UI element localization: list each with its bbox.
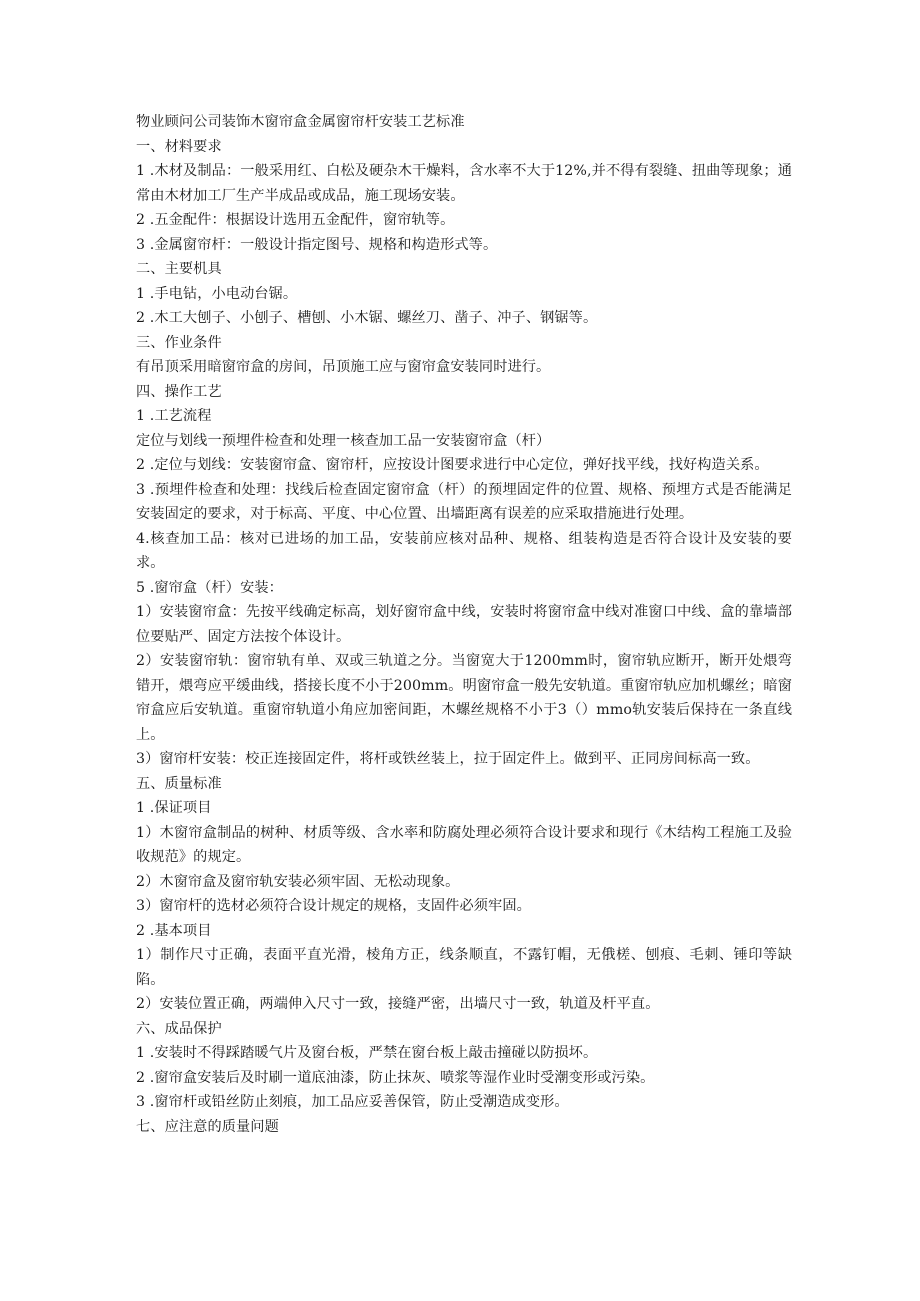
paragraph: 2 .窗帘盒安装后及时刷一道底油漆，防止抹灰、喷浆等湿作业时受潮变形或污染。 xyxy=(136,1069,655,1086)
paragraph: 2）安装位置正确，两端伸入尺寸一致，接缝严密，出墙尺寸一致，轨道及杆平直。 xyxy=(136,996,660,1012)
document-title: 物业顾问公司装饰木窗帘盒金属窗帘杆安装工艺标准 xyxy=(136,114,465,130)
paragraph: 5 .窗帘盒（杆）安装： xyxy=(136,579,283,596)
paragraph: 3 .预埋件检查和处理：找线后检查固定窗帘盒（杆）的预埋固定件的位置、规格、预埋方式是否能满足安装固定的要求，对于标高、平度、中心位置、出墙距离有误差的应采取措施进行处理。 xyxy=(136,481,792,522)
paragraph: 3 .金属窗帘杆：一般设计指定图号、规格和构造形式等。 xyxy=(136,236,498,253)
section-heading-quality: 五、质量标准 xyxy=(136,775,222,792)
paragraph: 2 .基本项目 xyxy=(136,922,212,939)
paragraph: 定位与划线一预埋件检查和处理一核查加工品一安装窗帘盒（杆） xyxy=(136,432,551,449)
paragraph: 2）安装窗帘轨：窗帘轨有单、双或三轨道之分。当窗宽大于1200mm时，窗帘轨应断开，断开处煨弯错开，煨弯应平缓曲线，搭接长度不小于200mm。明窗帘盒一般先安轨道。重窗帘轨应加机螺丝；暗窗帘盒应后安轨道。重窗帘轨道小角应加密间距，木螺丝规格不小于3（）mmo轨安装后保持在一条直线上。 xyxy=(136,653,792,743)
paragraph: 4.核查加工品：核对已进场的加工品，安装前应核对品种、规格、组装构造是否符合设计及安装的要求。 xyxy=(136,530,792,571)
paragraph: 2 .木工大刨子、小刨子、槽刨、小木锯、螺丝刀、凿子、冲子、钢锯等。 xyxy=(136,310,598,326)
paragraph: 1）木窗帘盒制品的树种、材质等级、含水率和防腐处理必须符合设计要求和现行《木结构工程施工及验收规范》的规定。 xyxy=(136,824,792,865)
paragraph: 2）木窗帘盒及窗帘轨安装必须牢固、无松动现象。 xyxy=(136,873,460,890)
document-page xyxy=(136,110,792,1139)
section-heading-process: 四、操作工艺 xyxy=(136,383,222,400)
paragraph: 3）窗帘杆安装：校正连接固定件，将杆或铁丝装上，拉于固定件上。做到平、正同房间标高一致。 xyxy=(136,751,760,767)
section-heading-protection: 六、成品保护 xyxy=(136,1020,222,1037)
section-heading-tools: 二、主要机具 xyxy=(136,261,222,277)
section-heading-materials: 一、材料要求 xyxy=(136,138,222,155)
paragraph: 有吊顶采用暗窗帘盒的房间，吊顶施工应与窗帘盒安装同时进行。 xyxy=(136,359,551,375)
paragraph: 3）窗帘杆的选材必须符合设计规定的规格，支固件必须牢固。 xyxy=(136,898,531,914)
paragraph: 1 .手电钻，小电动台锯。 xyxy=(136,285,298,302)
paragraph: 1 .木材及制品：一般采用红、白松及硬杂木干燥料，含水率不大于12%,并不得有裂缝、扭曲等现象；通常由木材加工厂生产半成品或成品，施工现场安装。 xyxy=(136,163,792,204)
paragraph: 1 .安装时不得踩踏暖气片及窗台板，严禁在窗台板上敲击撞碰以防损坏。 xyxy=(136,1045,598,1061)
paragraph: 1）安装窗帘盒：先按平线确定标高，划好窗帘盒中线，安装时将窗帘盒中线对准窗口中线、盒的靠墙部位要贴严、固定方法按个体设计。 xyxy=(136,604,792,645)
paragraph: 1）制作尺寸正确，表面平直光滑，棱角方正，线条顺直，不露钉帽，无俄槎、刨痕、毛刺、锤印等缺陷。 xyxy=(136,947,792,988)
paragraph: 2 .五金配件：根据设计选用五金配件，窗帘轨等。 xyxy=(136,212,455,228)
section-heading-conditions: 三、作业条件 xyxy=(136,334,222,351)
paragraph: 1 .保证项目 xyxy=(136,800,212,816)
paragraph: 2 .定位与划线：安装窗帘盒、窗帘杆，应按设计图要求进行中心定位，弹好找平线，找好构造关系。 xyxy=(136,457,769,473)
section-heading-issues: 七、应注意的质量问题 xyxy=(136,1118,279,1135)
paragraph: 1 .工艺流程 xyxy=(136,408,212,424)
paragraph: 3 .窗帘杆或铅丝防止刻痕，加工品应妥善保管，防止受潮造成变形。 xyxy=(136,1094,569,1110)
